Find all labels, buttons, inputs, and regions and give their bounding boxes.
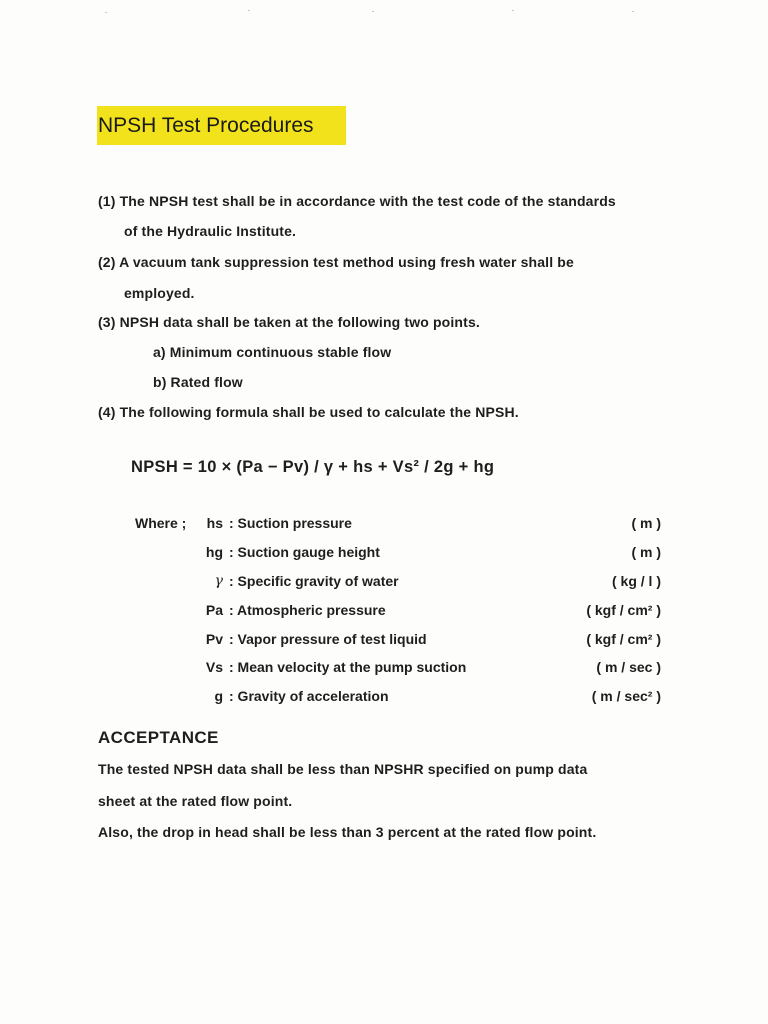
- acceptance-line-3: Also, the drop in head shall be less than 3 percent at the rated flow point.: [98, 824, 597, 840]
- def-unit: ( m ): [631, 515, 661, 531]
- def-unit: ( kg / l ): [612, 573, 661, 589]
- def-description: : Vapor pressure of test liquid: [229, 631, 427, 647]
- scan-speck: [372, 11, 374, 12]
- subitem-b: b) Rated flow: [153, 374, 243, 390]
- item-2-line-1: (2) A vacuum tank suppression test method using fresh water shall be: [98, 254, 574, 270]
- scan-speck: [632, 11, 634, 12]
- def-symbol: Pa: [205, 602, 223, 618]
- scan-speck: [248, 10, 250, 11]
- acceptance-line-2: sheet at the rated flow point.: [98, 793, 293, 809]
- where-label: Where ;: [135, 515, 187, 531]
- def-unit: ( m / sec ): [596, 659, 661, 675]
- def-symbol: hg: [205, 544, 223, 560]
- def-unit: ( m ): [631, 544, 661, 560]
- item-4: (4) The following formula shall be used to calculate the NPSH.: [98, 404, 519, 420]
- document-title: NPSH Test Procedures: [97, 106, 346, 145]
- item-3: (3) NPSH data shall be taken at the following two points.: [98, 314, 480, 330]
- def-symbol: γ: [214, 573, 223, 589]
- def-description: : Gravity of acceleration: [229, 688, 389, 704]
- item-1-line-1: (1) The NPSH test shall be in accordance with the test code of the standards: [98, 193, 616, 209]
- def-symbol: Pv: [205, 631, 223, 647]
- def-description: : Specific gravity of water: [229, 573, 399, 589]
- scan-speck: [105, 12, 107, 13]
- npsh-formula: NPSH = 10 × (Pa − Pv) / γ + hs + Vs² / 2g + hg: [131, 458, 495, 476]
- def-description: : Mean velocity at the pump suction: [229, 659, 467, 675]
- item-2-line-2: employed.: [124, 285, 195, 301]
- item-1-line-2: of the Hydraulic Institute.: [124, 223, 297, 239]
- def-description: : Atmospheric pressure: [229, 602, 386, 618]
- def-unit: ( kgf / cm² ): [586, 602, 661, 618]
- def-symbol: g: [214, 688, 223, 704]
- def-symbol: hs: [206, 515, 223, 531]
- acceptance-line-1: The tested NPSH data shall be less than NPSHR specified on pump data: [98, 761, 588, 777]
- def-description: : Suction pressure: [229, 515, 352, 531]
- def-unit: ( kgf / cm² ): [586, 631, 661, 647]
- def-symbol: Vs: [205, 659, 223, 675]
- def-unit: ( m / sec² ): [591, 688, 661, 704]
- subitem-a: a) Minimum continuous stable flow: [153, 344, 392, 360]
- acceptance-heading: ACCEPTANCE: [98, 728, 219, 747]
- scan-speck: [512, 10, 514, 11]
- def-description: : Suction gauge height: [229, 544, 380, 560]
